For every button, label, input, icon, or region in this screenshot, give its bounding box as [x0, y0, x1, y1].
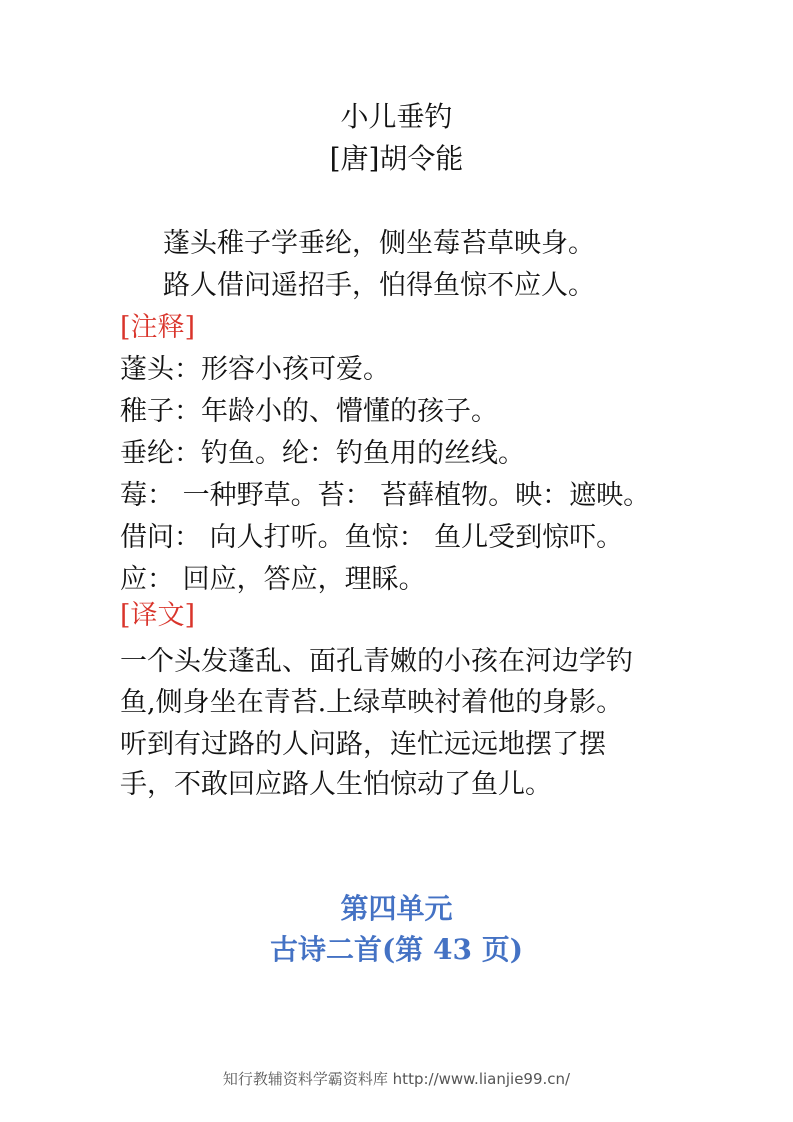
note-item-4: 莓： 一种野草。苔： 苔藓植物。映：遮映。: [120, 480, 651, 511]
lesson-heading: 古诗二首(第 43 页): [270, 933, 523, 966]
translation-heading: [译文]: [120, 600, 196, 631]
notes-heading: [注释]: [120, 312, 196, 343]
note-item-2: 稚子：年龄小的、懵懂的孩子。: [120, 396, 498, 427]
unit-heading: 第四单元: [340, 892, 453, 925]
poem-line-1: 蓬头稚子学垂纶，侧坐莓苔草映身。: [163, 228, 595, 259]
note-item-1: 蓬头：形容小孩可爱。: [120, 354, 390, 385]
note-item-6: 应： 回应，答应，理睬。: [120, 564, 426, 595]
translation-line-3: 听到有过路的人问路，连忙远远地摆了摆: [120, 729, 606, 760]
note-item-5: 借问： 向人打听。鱼惊： 鱼儿受到惊吓。: [120, 522, 624, 553]
poem-title: 小儿垂钓: [340, 100, 453, 133]
poem-line-2: 路人借问遥招手，怕得鱼惊不应人。: [163, 270, 595, 301]
note-item-3: 垂纶：钓鱼。纶：钓鱼用的丝线。: [120, 438, 525, 469]
footer-watermark: 知行教辅资料学霸资料库 http://www.lianjie99.cn/: [222, 1070, 571, 1088]
translation-line-1: 一个头发蓬乱、面孔青嫩的小孩在河边学钓: [120, 646, 633, 677]
translation-line-4: 手，不敢回应路人生怕惊动了鱼儿。: [120, 769, 552, 800]
translation-line-2: 鱼,侧身坐在青苔.上绿草映衬着他的身影。: [120, 687, 624, 718]
poem-author: [唐]胡令能: [329, 142, 464, 175]
